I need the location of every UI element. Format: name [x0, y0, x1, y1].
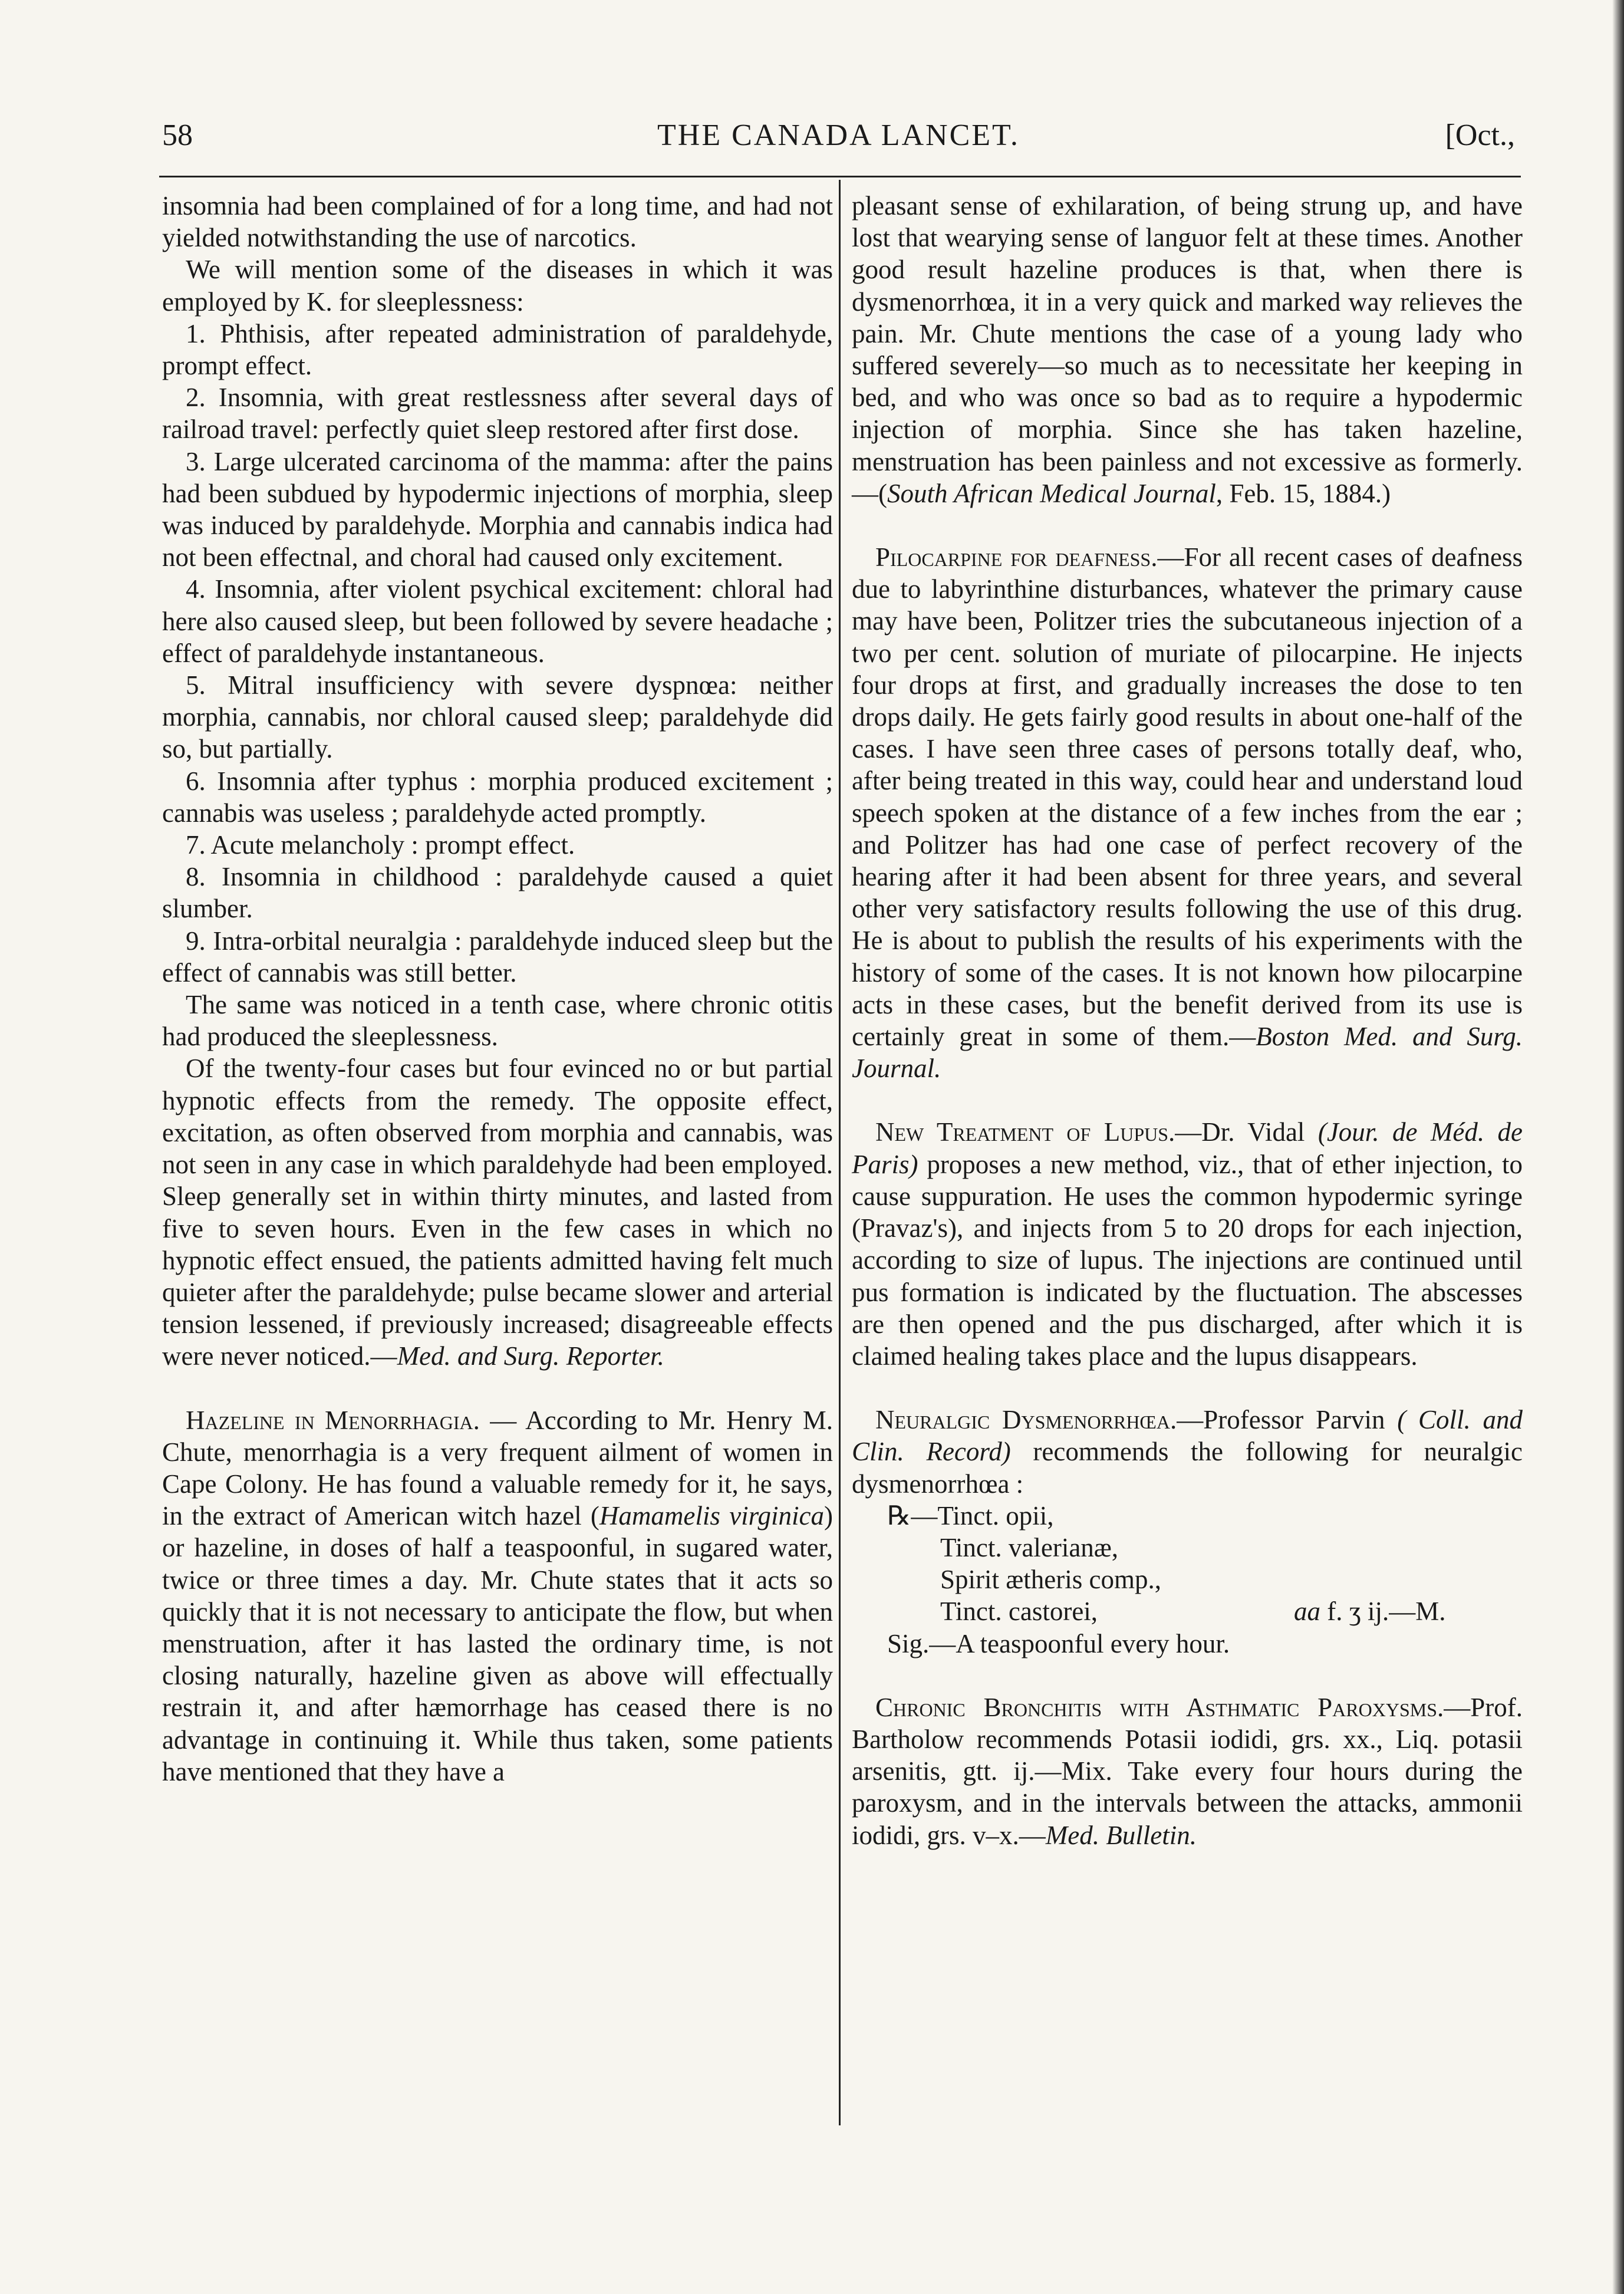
journal-name: (Jour. de Méd. de Paris)	[852, 1117, 1523, 1179]
article-heading: New Treatment of Lupus.	[875, 1117, 1175, 1147]
article-pilocarpine	[852, 541, 1523, 1084]
source-citation: Med. Bulletin.	[1045, 1820, 1197, 1850]
dose-aa: aa	[1294, 1597, 1320, 1627]
article-text: —Dr. Vidal	[1175, 1117, 1318, 1147]
dose-amount: f. ʒ ij.—M.	[1320, 1597, 1446, 1627]
paragraph	[852, 190, 1523, 509]
article-text: —Professor Parvin	[1177, 1405, 1398, 1435]
article-text: —For all recent cases of deafness due to labyrinthine disturbances, whatever the primary cause may have been, Politzer tries the subcutaneous injection of a two per cent. solution of muriate of pilocarpine. He injects four drops at first, and gradually increases the dose to ten drops daily. He gets fairly good results in about one-half of the cases. I have seen three cases of persons totally deaf, who, after being treated in this way, could hear and understand loud speech spoken at the distance of a few inches from the ear ; and Politzer has had one case of perfect recovery of the hearing after it had been absent for three years, and several other very satisfactory results following the use of this drug. He is about to publish the results of his experiments with the history of some of the cases. It is not known how pilocarpine acts in these cases, but the benefit derived from its use is certainly great in some of them.—	[852, 542, 1523, 1052]
list-item: 3. Large ulcerated carcinoma of the mamma: after the pains had been subdued by hypodermic injections of morphia, sleep was induced by paraldehyde. Morphia and cannabis indica had not been effectnal, and choral had caused only excitement.	[162, 446, 833, 572]
list-item: 9. Intra-orbital neuralgia : paraldehyde induced sleep but the effect of cannabis was still better.	[162, 926, 833, 988]
list-item: 6. Insomnia after typhus : morphia produced excitement ; cannabis was useless ; paraldehyde acted promptly.	[162, 766, 833, 828]
article-text: — According to Mr. Henry M. Chute, menorrhagia is a very frequent ailment of women in Cape Colony. He has found a valuable remedy for it, he says, in the extract of American witch hazel (	[162, 1405, 834, 1531]
list-item: 4. Insomnia, after violent psychical excitement: chloral had here also caused sleep, but been followed by severe headache ; effect of paraldehyde instantaneous.	[162, 574, 833, 668]
paragraph-text: , Feb. 15, 1884.)	[1215, 478, 1391, 508]
source-citation: Med. and Surg. Reporter.	[397, 1341, 664, 1371]
running-header	[162, 118, 1515, 165]
article-hazeline	[162, 1404, 833, 1788]
prescription-line: Spirit ætheris comp.,	[940, 1565, 1161, 1595]
prescription-line	[852, 1595, 1523, 1627]
source-citation: Boston Med. and Surg. Journal.	[852, 1022, 1523, 1084]
paragraph-text: Of the twenty-four cases but four evinced no or but partial hypnotic effects from the remedy. The opposite effect, excitation, as often observed from morphia and cannabis, was not seen in any case in which paraldehyde had been employed. Sleep generally set in within thirty minutes, and lasted from five to seven hours. Even in the few cases in which no hypnotic effect ensued, the patients admitted having felt much quieter after the paraldehyde; pulse became slower and arterial tension lessened, if previously increased; disagreeable effects were never noticed.—	[162, 1054, 833, 1371]
prescription-signature: Sig.—A teaspoonful every hour.	[887, 1628, 1230, 1658]
right-column	[852, 190, 1523, 1851]
article-heading: Neuralgic Dysmenorrhœa.	[875, 1405, 1177, 1435]
prescription-line: ℞—Tinct. opii,	[887, 1500, 1054, 1531]
list-item: 2. Insomnia, with great restlessness after several days of railroad travel: perfectly quiet sleep restored after first dose.	[162, 383, 833, 445]
paragraph	[162, 1052, 833, 1372]
page-number: 58	[162, 119, 193, 152]
paragraph: We will mention some of the diseases in which it was employed by K. for sleeplessness:	[162, 255, 833, 317]
column-divider	[839, 180, 841, 2125]
article-dysmenorrhoea	[852, 1404, 1523, 1500]
article-bronchitis	[852, 1691, 1523, 1851]
prescription	[852, 1500, 1523, 1660]
article-heading: Hazeline in Menorrhagia.	[186, 1405, 480, 1435]
paragraph: insomnia had been complained of for a long time, and had not yielded notwithstanding the use of narcotics.	[162, 191, 833, 253]
paragraph: The same was noticed in a tenth case, where chronic otitis had produced the sleeplessness.	[162, 990, 833, 1052]
list-item: 8. Insomnia in childhood : paraldehyde caused a quiet slumber.	[162, 862, 833, 924]
header-rule	[159, 176, 1521, 177]
prescription-ingredient: Tinct. castorei,	[940, 1597, 1098, 1627]
source-citation: South African Medical Journal	[887, 478, 1216, 508]
latin-name: Hamamelis virginica	[599, 1501, 825, 1531]
article-text: ) or hazeline, in doses of half a teaspoonful, in sugared water, twice or three times a day. Mr. Chute states that it acts so quickly that it is not necessary to anticipate the flow, but when menstruation, after it has lasted the ordinary time, is not closing naturally, hazeline given as above will effectually restrain it, and after hæmorrhage has ceased there is no advantage in continuing it. While thus taken, some patients have mentioned that they have a	[162, 1501, 834, 1786]
article-lupus	[852, 1116, 1523, 1372]
list-item: 5. Mitral insufficiency with severe dyspnœa: neither morphia, cannabis, nor chloral caused sleep; paraldehyde did so, but partially.	[162, 670, 833, 764]
list-item: 7. Acute melancholy : prompt effect.	[186, 830, 575, 860]
page-edge-shadow	[1612, 0, 1624, 2294]
paragraph-text: pleasant sense of exhilaration, of being strung up, and have lost that wearying sense of languor felt at these times. Another good result hazeline produces is that, when there is dysmenorrhœa, it in a very quick and marked way relieves the pain. Mr. Chute mentions the case of a young lady who suffered severely—so much as to necessitate her keeping in bed, and who was once so bad as to require a hypodermic injection of morphia. Since she has taken hazeline, menstruation has been painless and not excessive as formerly.—(	[852, 191, 1523, 508]
journal-name: ( Coll. and Clin. Record)	[852, 1405, 1523, 1467]
article-text: —Prof. Bartholow recommends Potasii iodidi, grs. xx., Liq. potasii arsenitis, gtt. ij.—Mix. Take every four hours during the paroxysm, and in the intervals between the attacks, ammonii iodidi, grs. v–x.—	[852, 1692, 1523, 1850]
article-text: recommends the following for neuralgic dysmenorrhœa :	[852, 1437, 1523, 1499]
article-text: proposes a new method, viz., that of ether injection, to cause suppuration. He uses the common hypodermic syringe (Pravaz's), and injects from 5 to 20 drops for each injection, according to size of lupus. The injections are continued until pus formation is indicated by the fluctuation. The abscesses are then opened and the pus discharged, after which it is claimed healing takes place and the lupus disappears.	[852, 1149, 1523, 1371]
article-heading: Chronic Bronchitis with Asthmatic Paroxysms.	[875, 1692, 1444, 1722]
left-column	[162, 190, 833, 1788]
prescription-line: Tinct. valerianæ,	[940, 1532, 1119, 1562]
list-item: 1. Phthisis, after repeated administration of paraldehyde, prompt effect.	[162, 318, 833, 381]
article-heading: Pilocarpine for deafness.	[875, 542, 1158, 572]
prescription-dose	[1294, 1595, 1445, 1627]
issue-month: [Oct.,	[1445, 119, 1515, 152]
journal-title: THE CANADA LANCET.	[657, 119, 1020, 152]
